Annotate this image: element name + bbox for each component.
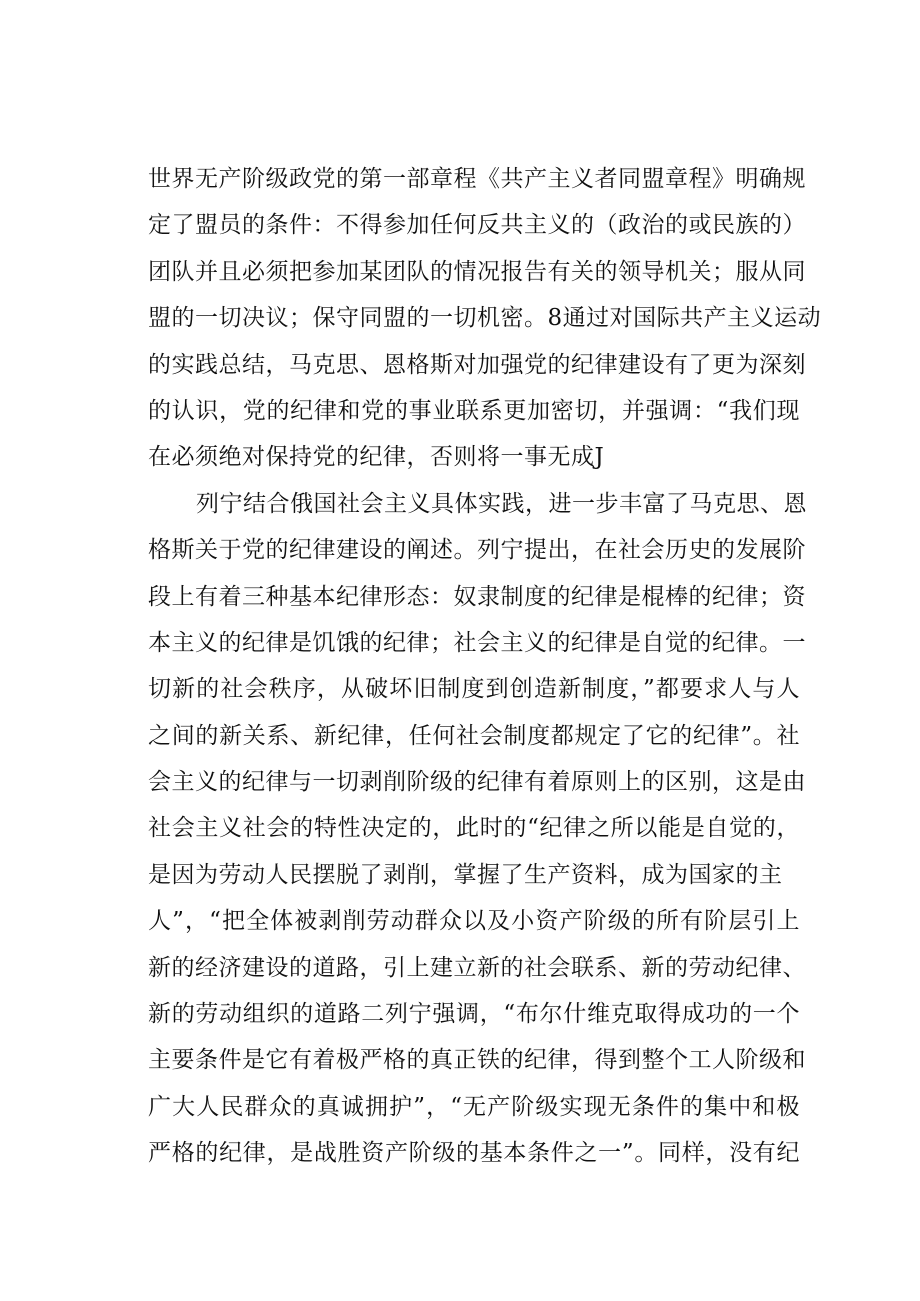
text-line: 格斯关于党的纪律建设的阐述。列宁提出，在社会历史的发展阶 [148, 537, 806, 564]
text-line: 在必须绝对保持党的纪律，否则将一事无成J [148, 444, 605, 471]
document-body [148, 156, 822, 1177]
text-line: 广大人民群众的真诚拥护”，“无产阶级实现无条件的集中和极 [148, 1093, 800, 1120]
text-line: 新的劳动组织的道路二列宁强调，“布尔什维克取得成功的一个 [148, 1001, 800, 1028]
text-line: 会主义的纪律与一切剥削阶级的纪律有着原则上的区别，这是由 [148, 769, 806, 796]
text-line: 本主义的纪律是饥饿的纪律；社会主义的纪律是自觉的纪律。一 [148, 629, 806, 656]
text-line: 的认识，党的纪律和党的事业联系更加密切，并强调：“我们现 [148, 397, 800, 424]
text-line: 盟的一切决议；保守同盟的一切机密。8通过对国际共产主义运动 [148, 305, 822, 332]
text-line: 人”，“把全体被剥削劳动群众以及小资产阶级的所有阶层引上 [148, 908, 800, 935]
text-line: 团队并且必须把参加某团队的情况报告有关的领导机关；服从同 [148, 258, 806, 285]
text-line: 世界无产阶级政党的第一部章程《共产主义者同盟章程》明确规 [148, 166, 806, 192]
text-line: 主要条件是它有着极严格的真正铁的纪律，得到整个工人阶级和 [148, 1047, 806, 1074]
paragraph-1 [148, 156, 822, 481]
text-line: 段上有着三种基本纪律形态：奴隶制度的纪律是棍棒的纪律；资 [148, 583, 806, 610]
text-line: 社会主义社会的特性决定的，此时的“纪律之所以能是自觉的， [148, 815, 800, 842]
text-line: 定了盟员的条件：不得参加任何反共主义的（政治的或民族的） [148, 212, 806, 239]
text-line: 的实践总结，马克思、恩格斯对加强党的纪律建设有了更为深刻 [148, 351, 806, 378]
text-line: 切新的社会秩序，从破坏旧制度到创造新制度，”都要求人与人 [148, 676, 800, 703]
text-line: 是因为劳动人民摆脱了剥削，掌握了生产资料，成为国家的主 [148, 861, 783, 888]
paragraph-2 [148, 481, 807, 1177]
text-line: 严格的纪律，是战胜资产阶级的基本条件之一”。同样，没有纪 [148, 1140, 800, 1167]
text-line: 列宁结合俄国社会主义具体实践，进一步丰富了马克思、恩 [196, 490, 807, 517]
text-line: 新的经济建设的道路，引上建立新的社会联系、新的劳动纪律、 [148, 954, 806, 981]
text-line: 之间的新关系、新纪律，任何社会制度都规定了它的纪律”。社 [148, 722, 800, 749]
